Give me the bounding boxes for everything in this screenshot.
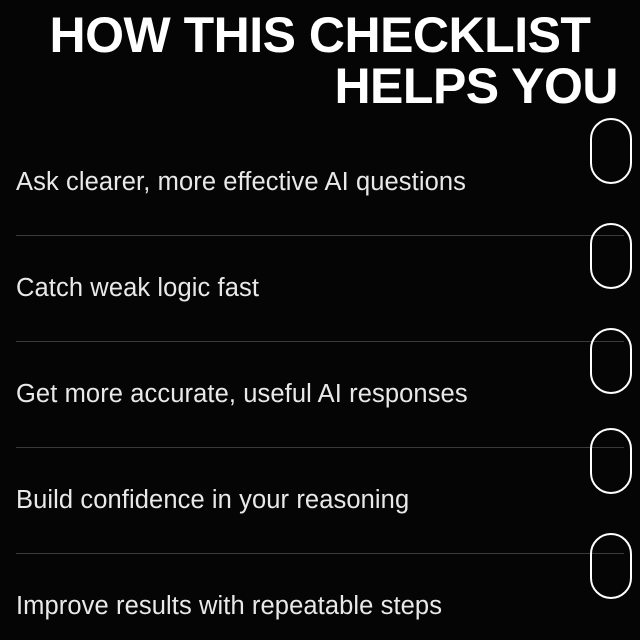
page-title-line-2: HELPS YOU [334,58,618,114]
list-item[interactable] [16,130,624,236]
list-item-label: Build confidence in your reasoning [16,486,410,515]
list-item[interactable] [16,342,624,448]
list-item-label: Ask clearer, more effective AI questions [16,168,467,197]
list-item[interactable] [16,554,624,640]
list-item[interactable] [16,236,624,342]
checkbox-item-4[interactable] [590,428,632,494]
page-title-line-1: HOW THIS CHECKLIST [49,7,591,63]
checkbox-item-5[interactable] [590,533,632,599]
checklist-items [0,130,640,640]
checkbox-item-2[interactable] [590,223,632,289]
page-title [0,0,640,112]
checkbox-item-1[interactable] [590,118,632,184]
list-item-label: Catch weak logic fast [16,274,260,303]
list-item-label: Get more accurate, useful AI responses [16,380,468,409]
list-item[interactable] [16,448,624,554]
checkbox-item-3[interactable] [590,328,632,394]
list-item-label: Improve results with repeatable steps [16,592,443,621]
